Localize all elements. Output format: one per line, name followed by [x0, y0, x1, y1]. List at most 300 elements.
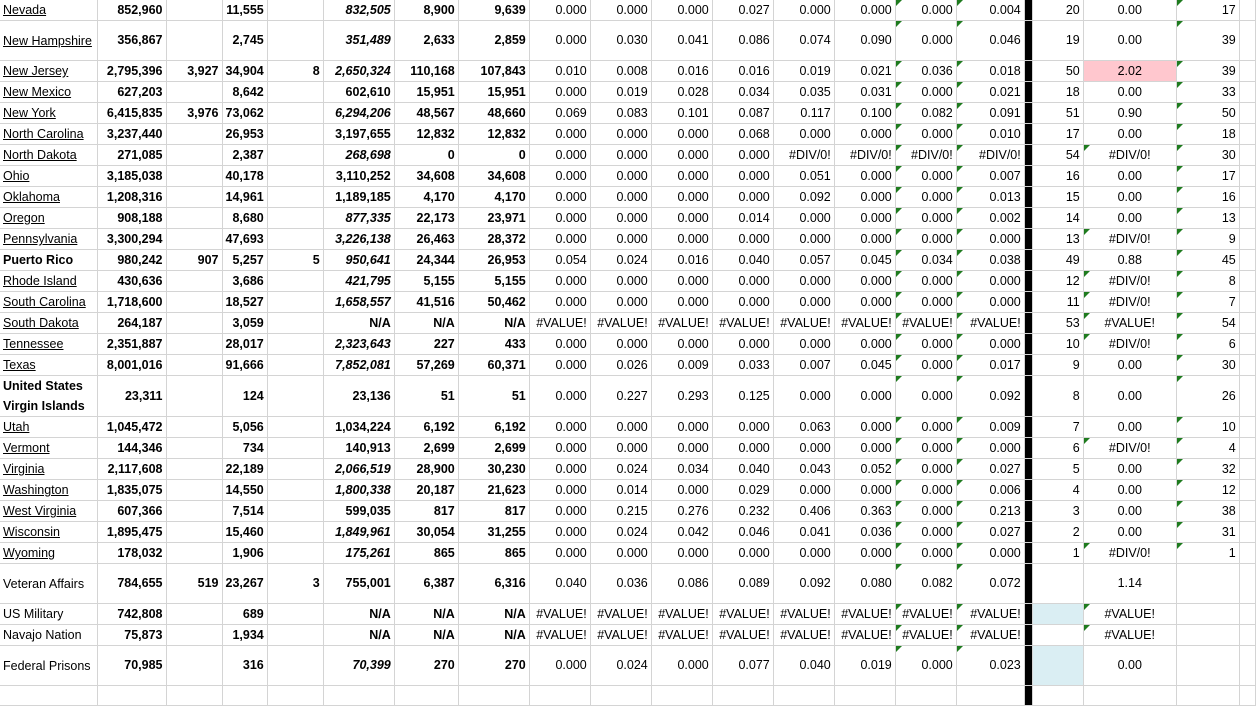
cell-score[interactable]: 0.00 [1083, 459, 1176, 480]
cell-c3[interactable]: 3,059 [222, 313, 267, 334]
region-name[interactable]: Rhode Island [3, 274, 77, 288]
cell-c5[interactable]: 1,800,338 [323, 480, 394, 501]
cell-c2[interactable]: 907 [166, 250, 222, 271]
region-name-cell[interactable] [0, 564, 97, 604]
cell-c1[interactable]: 2,351,887 [97, 334, 166, 355]
cell-c4[interactable] [267, 646, 323, 686]
cell-score[interactable]: #DIV/0! [1083, 229, 1176, 250]
cell-c6[interactable]: 34,608 [394, 166, 458, 187]
cell-d7[interactable] [895, 686, 956, 706]
cell-d7[interactable]: 0.000 [895, 480, 956, 501]
cell-d4[interactable]: 0.000 [712, 229, 773, 250]
cell-d5[interactable]: 0.007 [773, 355, 834, 376]
cell-d2[interactable]: 0.000 [590, 208, 651, 229]
cell-c4[interactable] [267, 417, 323, 438]
cell-c3[interactable]: 14,550 [222, 480, 267, 501]
cell-c1[interactable]: 1,718,600 [97, 292, 166, 313]
cell-d1[interactable]: 0.000 [529, 166, 590, 187]
cell-rank[interactable]: 7 [1032, 417, 1083, 438]
cell-c2[interactable] [166, 376, 222, 417]
cell-rank[interactable]: 3 [1032, 501, 1083, 522]
cell-r2[interactable]: 9 [1176, 229, 1239, 250]
region-name[interactable]: New Jersey [3, 64, 69, 78]
cell-d2[interactable]: 0.024 [590, 522, 651, 543]
cell-d3[interactable]: 0.000 [651, 417, 712, 438]
cell-score[interactable]: #DIV/0! [1083, 334, 1176, 355]
cell-d3[interactable]: 0.000 [651, 438, 712, 459]
cell-d7[interactable]: 0.000 [895, 459, 956, 480]
cell-d5[interactable]: 0.092 [773, 564, 834, 604]
region-name[interactable]: New Mexico [3, 85, 72, 99]
region-name[interactable]: Wyoming [3, 546, 55, 560]
cell-c3[interactable]: 7,514 [222, 501, 267, 522]
cell-c6[interactable]: 110,168 [394, 61, 458, 82]
region-name[interactable]: Washington [3, 483, 69, 497]
cell-score[interactable]: 2.02 [1083, 61, 1176, 82]
cell-c2[interactable] [166, 292, 222, 313]
cell-r2[interactable] [1176, 646, 1239, 686]
cell-c4[interactable] [267, 604, 323, 625]
cell-c7[interactable]: 9,639 [458, 0, 529, 21]
cell-d2[interactable]: 0.000 [590, 417, 651, 438]
cell-c2[interactable] [166, 646, 222, 686]
cell-d7[interactable]: 0.000 [895, 21, 956, 61]
cell-c4[interactable]: 5 [267, 250, 323, 271]
cell-c3[interactable]: 91,666 [222, 355, 267, 376]
cell-score[interactable]: 0.00 [1083, 0, 1176, 21]
cell-rank[interactable]: 49 [1032, 250, 1083, 271]
cell-c2[interactable] [166, 355, 222, 376]
region-name[interactable]: Utah [3, 420, 30, 434]
cell-d4[interactable]: 0.000 [712, 438, 773, 459]
cell-r2[interactable]: 30 [1176, 355, 1239, 376]
cell-d6[interactable]: 0.000 [834, 292, 895, 313]
cell-d8[interactable]: 0.092 [956, 376, 1024, 417]
cell-d8[interactable]: 0.018 [956, 61, 1024, 82]
cell-c6[interactable]: 12,832 [394, 124, 458, 145]
cell-d2[interactable]: 0.019 [590, 82, 651, 103]
cell-score[interactable]: #VALUE! [1083, 625, 1176, 646]
cell-d8[interactable]: #VALUE! [956, 313, 1024, 334]
cell-c2[interactable] [166, 187, 222, 208]
cell-c5[interactable]: N/A [323, 313, 394, 334]
region-name-cell[interactable] [0, 145, 97, 166]
cell-c2[interactable] [166, 145, 222, 166]
cell-d8[interactable]: 0.017 [956, 355, 1024, 376]
cell-c7[interactable]: 270 [458, 646, 529, 686]
cell-d7[interactable]: 0.000 [895, 271, 956, 292]
cell-d6[interactable]: #VALUE! [834, 313, 895, 334]
region-name-cell[interactable] [0, 334, 97, 355]
cell-c6[interactable]: 227 [394, 334, 458, 355]
cell-d3[interactable]: 0.000 [651, 292, 712, 313]
cell-r2[interactable]: 26 [1176, 376, 1239, 417]
cell-d3[interactable]: 0.016 [651, 250, 712, 271]
cell-score[interactable]: 0.00 [1083, 21, 1176, 61]
cell-rank[interactable] [1032, 625, 1083, 646]
cell-c6[interactable]: 865 [394, 543, 458, 564]
cell-d5[interactable]: #VALUE! [773, 625, 834, 646]
cell-rank[interactable]: 18 [1032, 82, 1083, 103]
cell-d6[interactable]: 0.045 [834, 355, 895, 376]
cell-c5[interactable]: 3,110,252 [323, 166, 394, 187]
cell-d1[interactable]: 0.000 [529, 355, 590, 376]
cell-c5[interactable]: 755,001 [323, 564, 394, 604]
cell-c3[interactable]: 28,017 [222, 334, 267, 355]
cell-c7[interactable]: N/A [458, 604, 529, 625]
cell-score[interactable]: #DIV/0! [1083, 543, 1176, 564]
cell-d8[interactable]: 0.000 [956, 334, 1024, 355]
cell-d3[interactable]: 0.000 [651, 271, 712, 292]
cell-r2[interactable]: 33 [1176, 82, 1239, 103]
cell-c1[interactable]: 784,655 [97, 564, 166, 604]
region-name-cell[interactable] [0, 103, 97, 124]
cell-d6[interactable]: #DIV/0! [834, 145, 895, 166]
cell-rank[interactable]: 54 [1032, 145, 1083, 166]
cell-r2[interactable]: 13 [1176, 208, 1239, 229]
cell-rank[interactable]: 19 [1032, 21, 1083, 61]
cell-d5[interactable]: 0.035 [773, 82, 834, 103]
cell-c5[interactable]: 268,698 [323, 145, 394, 166]
cell-d3[interactable]: 0.000 [651, 229, 712, 250]
cell-c4[interactable] [267, 313, 323, 334]
cell-c3[interactable]: 22,189 [222, 459, 267, 480]
cell-c4[interactable] [267, 82, 323, 103]
region-name[interactable]: Ohio [3, 169, 30, 183]
cell-d7[interactable]: #VALUE! [895, 604, 956, 625]
cell-d7[interactable]: 0.000 [895, 166, 956, 187]
cell-d1[interactable]: 0.000 [529, 292, 590, 313]
cell-r2[interactable]: 17 [1176, 0, 1239, 21]
cell-score[interactable]: 0.00 [1083, 187, 1176, 208]
cell-score[interactable]: 0.00 [1083, 480, 1176, 501]
cell-c5[interactable]: 3,226,138 [323, 229, 394, 250]
cell-d1[interactable]: 0.054 [529, 250, 590, 271]
cell-d3[interactable]: 0.016 [651, 61, 712, 82]
cell-r2[interactable]: 17 [1176, 166, 1239, 187]
cell-c1[interactable]: 742,808 [97, 604, 166, 625]
cell-d3[interactable]: #VALUE! [651, 625, 712, 646]
cell-d2[interactable]: 0.000 [590, 166, 651, 187]
cell-spare[interactable] [1239, 522, 1255, 543]
cell-c5[interactable]: 7,852,081 [323, 355, 394, 376]
region-name-cell[interactable] [0, 21, 97, 61]
cell-d8[interactable]: 0.002 [956, 208, 1024, 229]
cell-d7[interactable]: 0.034 [895, 250, 956, 271]
cell-d1[interactable]: 0.000 [529, 334, 590, 355]
cell-d2[interactable]: 0.000 [590, 292, 651, 313]
cell-c6[interactable]: 2,633 [394, 21, 458, 61]
cell-d3[interactable]: 0.000 [651, 187, 712, 208]
cell-c2[interactable]: 3,927 [166, 61, 222, 82]
cell-d4[interactable]: 0.000 [712, 417, 773, 438]
cell-c2[interactable] [166, 82, 222, 103]
cell-spare[interactable] [1239, 438, 1255, 459]
cell-d4[interactable]: 0.014 [712, 208, 773, 229]
cell-d1[interactable]: 0.000 [529, 271, 590, 292]
cell-c1[interactable]: 8,001,016 [97, 355, 166, 376]
cell-c2[interactable] [166, 686, 222, 706]
cell-c5[interactable]: 175,261 [323, 543, 394, 564]
cell-spare[interactable] [1239, 686, 1255, 706]
cell-c7[interactable]: 6,316 [458, 564, 529, 604]
cell-spare[interactable] [1239, 21, 1255, 61]
cell-r2[interactable]: 32 [1176, 459, 1239, 480]
cell-d5[interactable]: 0.000 [773, 438, 834, 459]
region-name-cell[interactable] [0, 166, 97, 187]
cell-spare[interactable] [1239, 480, 1255, 501]
cell-d2[interactable]: #VALUE! [590, 625, 651, 646]
region-name-cell[interactable] [0, 604, 97, 625]
cell-rank[interactable]: 8 [1032, 376, 1083, 417]
cell-d4[interactable]: 0.040 [712, 459, 773, 480]
cell-c6[interactable]: 20,187 [394, 480, 458, 501]
cell-c6[interactable]: N/A [394, 313, 458, 334]
cell-d5[interactable]: 0.051 [773, 166, 834, 187]
cell-c1[interactable]: 980,242 [97, 250, 166, 271]
cell-c4[interactable] [267, 501, 323, 522]
cell-rank[interactable]: 17 [1032, 124, 1083, 145]
cell-score[interactable]: 0.00 [1083, 522, 1176, 543]
cell-c6[interactable]: 51 [394, 376, 458, 417]
cell-c2[interactable] [166, 0, 222, 21]
cell-c4[interactable] [267, 21, 323, 61]
cell-d5[interactable]: 0.000 [773, 271, 834, 292]
cell-c6[interactable]: 48,567 [394, 103, 458, 124]
cell-r2[interactable]: 10 [1176, 417, 1239, 438]
cell-d8[interactable]: 0.000 [956, 271, 1024, 292]
cell-d4[interactable]: 0.089 [712, 564, 773, 604]
cell-d4[interactable] [712, 686, 773, 706]
cell-c3[interactable]: 40,178 [222, 166, 267, 187]
cell-c7[interactable]: 2,699 [458, 438, 529, 459]
cell-d7[interactable]: 0.000 [895, 543, 956, 564]
cell-rank[interactable]: 50 [1032, 61, 1083, 82]
region-name-cell[interactable] [0, 459, 97, 480]
cell-d2[interactable]: 0.000 [590, 0, 651, 21]
cell-c4[interactable] [267, 625, 323, 646]
cell-d2[interactable]: 0.227 [590, 376, 651, 417]
cell-spare[interactable] [1239, 145, 1255, 166]
cell-d5[interactable]: #VALUE! [773, 313, 834, 334]
cell-c1[interactable]: 2,117,608 [97, 459, 166, 480]
cell-c1[interactable]: 3,237,440 [97, 124, 166, 145]
cell-score[interactable]: 0.00 [1083, 355, 1176, 376]
cell-rank[interactable] [1032, 604, 1083, 625]
cell-c2[interactable] [166, 604, 222, 625]
region-name-cell[interactable] [0, 61, 97, 82]
cell-d3[interactable]: 0.000 [651, 334, 712, 355]
cell-d5[interactable]: #DIV/0! [773, 145, 834, 166]
cell-c2[interactable] [166, 229, 222, 250]
region-name[interactable]: Texas [3, 358, 36, 372]
cell-d5[interactable]: 0.043 [773, 459, 834, 480]
cell-d6[interactable]: 0.000 [834, 187, 895, 208]
cell-c2[interactable] [166, 21, 222, 61]
cell-d5[interactable]: 0.000 [773, 208, 834, 229]
region-name-cell[interactable] [0, 543, 97, 564]
region-name[interactable]: South Dakota [3, 316, 79, 330]
cell-d1[interactable]: 0.000 [529, 438, 590, 459]
cell-c7[interactable]: 433 [458, 334, 529, 355]
cell-d4[interactable]: 0.232 [712, 501, 773, 522]
region-name[interactable]: North Dakota [3, 148, 77, 162]
cell-c5[interactable]: 877,335 [323, 208, 394, 229]
cell-rank[interactable]: 2 [1032, 522, 1083, 543]
cell-c6[interactable]: 22,173 [394, 208, 458, 229]
cell-d7[interactable]: 0.000 [895, 522, 956, 543]
cell-score[interactable]: 0.00 [1083, 166, 1176, 187]
cell-c4[interactable] [267, 292, 323, 313]
cell-c7[interactable]: 28,372 [458, 229, 529, 250]
cell-c2[interactable]: 3,976 [166, 103, 222, 124]
region-name-cell[interactable] [0, 480, 97, 501]
cell-c6[interactable]: 8,900 [394, 0, 458, 21]
cell-c2[interactable] [166, 271, 222, 292]
cell-d8[interactable]: 0.046 [956, 21, 1024, 61]
cell-c2[interactable] [166, 543, 222, 564]
cell-c6[interactable]: 57,269 [394, 355, 458, 376]
cell-d1[interactable]: 0.000 [529, 208, 590, 229]
cell-d8[interactable]: 0.091 [956, 103, 1024, 124]
cell-c1[interactable]: 144,346 [97, 438, 166, 459]
cell-c7[interactable]: 26,953 [458, 250, 529, 271]
cell-r2[interactable] [1176, 564, 1239, 604]
cell-d3[interactable]: 0.000 [651, 646, 712, 686]
cell-d3[interactable]: 0.000 [651, 543, 712, 564]
cell-c6[interactable]: 0 [394, 145, 458, 166]
cell-spare[interactable] [1239, 376, 1255, 417]
cell-c6[interactable]: 41,516 [394, 292, 458, 313]
region-name-cell[interactable] [0, 292, 97, 313]
cell-d7[interactable]: 0.082 [895, 103, 956, 124]
cell-c1[interactable]: 3,300,294 [97, 229, 166, 250]
region-name-cell[interactable] [0, 124, 97, 145]
cell-d4[interactable]: 0.000 [712, 334, 773, 355]
cell-rank[interactable] [1032, 564, 1083, 604]
region-name[interactable]: West Virginia [3, 504, 77, 518]
region-name[interactable]: New York [3, 106, 56, 120]
cell-d1[interactable]: 0.000 [529, 646, 590, 686]
cell-c1[interactable]: 23,311 [97, 376, 166, 417]
cell-d5[interactable]: #VALUE! [773, 604, 834, 625]
region-name-cell[interactable] [0, 355, 97, 376]
cell-spare[interactable] [1239, 646, 1255, 686]
cell-c6[interactable]: 30,054 [394, 522, 458, 543]
cell-spare[interactable] [1239, 543, 1255, 564]
cell-c1[interactable]: 1,208,316 [97, 187, 166, 208]
cell-rank[interactable]: 13 [1032, 229, 1083, 250]
cell-c6[interactable] [394, 686, 458, 706]
cell-d2[interactable]: 0.024 [590, 250, 651, 271]
cell-c3[interactable] [222, 686, 267, 706]
cell-rank[interactable]: 12 [1032, 271, 1083, 292]
cell-c3[interactable]: 47,693 [222, 229, 267, 250]
cell-d8[interactable]: 0.007 [956, 166, 1024, 187]
cell-c7[interactable]: 4,170 [458, 187, 529, 208]
cell-c4[interactable] [267, 0, 323, 21]
cell-score[interactable]: 0.00 [1083, 82, 1176, 103]
cell-d5[interactable]: 0.000 [773, 480, 834, 501]
cell-c7[interactable]: 34,608 [458, 166, 529, 187]
cell-d8[interactable]: 0.009 [956, 417, 1024, 438]
cell-r2[interactable] [1176, 625, 1239, 646]
cell-r2[interactable]: 39 [1176, 61, 1239, 82]
cell-c1[interactable]: 607,366 [97, 501, 166, 522]
cell-c7[interactable] [458, 686, 529, 706]
cell-c1[interactable]: 430,636 [97, 271, 166, 292]
region-name[interactable]: Virginia [3, 462, 45, 476]
region-name[interactable]: Oklahoma [3, 190, 60, 204]
cell-spare[interactable] [1239, 564, 1255, 604]
cell-rank[interactable]: 53 [1032, 313, 1083, 334]
cell-c7[interactable]: N/A [458, 625, 529, 646]
cell-rank[interactable]: 51 [1032, 103, 1083, 124]
cell-c1[interactable]: 627,203 [97, 82, 166, 103]
cell-c7[interactable]: 50,462 [458, 292, 529, 313]
cell-d1[interactable]: 0.000 [529, 124, 590, 145]
cell-c4[interactable] [267, 208, 323, 229]
cell-d8[interactable]: #VALUE! [956, 604, 1024, 625]
region-name-cell[interactable] [0, 625, 97, 646]
cell-c1[interactable]: 2,795,396 [97, 61, 166, 82]
region-name-cell[interactable] [0, 501, 97, 522]
cell-c7[interactable]: 30,230 [458, 459, 529, 480]
cell-score[interactable]: 0.00 [1083, 501, 1176, 522]
cell-c6[interactable]: N/A [394, 604, 458, 625]
cell-d6[interactable]: 0.000 [834, 0, 895, 21]
cell-r2[interactable]: 18 [1176, 124, 1239, 145]
cell-rank[interactable] [1032, 686, 1083, 706]
cell-c7[interactable]: 0 [458, 145, 529, 166]
cell-c7[interactable]: 817 [458, 501, 529, 522]
cell-d6[interactable]: 0.000 [834, 480, 895, 501]
cell-d5[interactable]: 0.406 [773, 501, 834, 522]
cell-c4[interactable] [267, 103, 323, 124]
cell-d7[interactable]: 0.000 [895, 355, 956, 376]
cell-d2[interactable]: 0.000 [590, 334, 651, 355]
cell-r2[interactable]: 6 [1176, 334, 1239, 355]
cell-d3[interactable]: #VALUE! [651, 313, 712, 334]
cell-score[interactable]: 0.00 [1083, 646, 1176, 686]
cell-d6[interactable]: #VALUE! [834, 625, 895, 646]
cell-score[interactable]: #VALUE! [1083, 313, 1176, 334]
cell-c4[interactable] [267, 438, 323, 459]
cell-c7[interactable]: 31,255 [458, 522, 529, 543]
cell-score[interactable]: #DIV/0! [1083, 438, 1176, 459]
cell-c3[interactable]: 689 [222, 604, 267, 625]
cell-c7[interactable]: 6,192 [458, 417, 529, 438]
cell-r2[interactable]: 12 [1176, 480, 1239, 501]
cell-score[interactable]: #DIV/0! [1083, 271, 1176, 292]
cell-d6[interactable]: 0.045 [834, 250, 895, 271]
cell-d5[interactable]: 0.041 [773, 522, 834, 543]
cell-c1[interactable]: 70,985 [97, 646, 166, 686]
cell-d7[interactable]: #VALUE! [895, 625, 956, 646]
cell-d3[interactable]: 0.293 [651, 376, 712, 417]
cell-c4[interactable] [267, 334, 323, 355]
cell-d8[interactable]: 0.010 [956, 124, 1024, 145]
cell-d4[interactable]: 0.000 [712, 292, 773, 313]
cell-r2[interactable]: 4 [1176, 438, 1239, 459]
cell-c2[interactable] [166, 313, 222, 334]
cell-spare[interactable] [1239, 187, 1255, 208]
cell-d2[interactable]: 0.000 [590, 271, 651, 292]
cell-d3[interactable]: 0.086 [651, 564, 712, 604]
cell-rank[interactable]: 9 [1032, 355, 1083, 376]
cell-c3[interactable]: 8,642 [222, 82, 267, 103]
cell-c7[interactable]: 21,623 [458, 480, 529, 501]
